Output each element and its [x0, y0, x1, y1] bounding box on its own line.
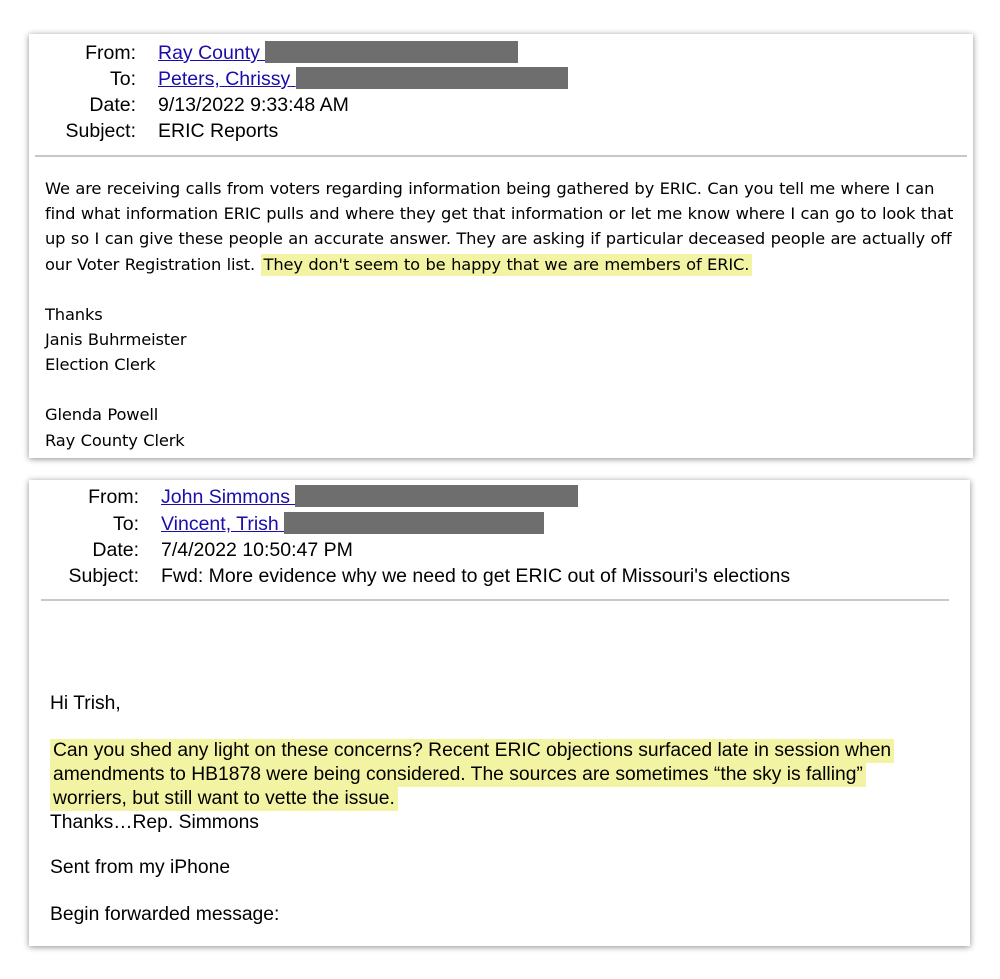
subject-label: Subject: — [65, 120, 136, 142]
date-value: 7/4/2022 10:50:47 PM — [161, 539, 353, 561]
greeting: Hi Trish, — [50, 693, 121, 714]
recipient-link[interactable]: Peters, Chrissy — [158, 68, 291, 90]
signature-title: Ray County Clerk — [45, 430, 185, 450]
redaction-bar — [284, 512, 544, 534]
subject-value: Fwd: More evidence why we need to get ERIC out of Missouri's elections — [161, 565, 791, 587]
header-divider — [35, 155, 967, 157]
from-value — [158, 41, 518, 65]
recipient-link[interactable]: Vincent, Trish — [161, 513, 279, 535]
from-label: From: — [88, 486, 139, 508]
header-divider — [41, 599, 949, 601]
email-body — [45, 176, 965, 453]
signature-name: Glenda Powell — [45, 405, 159, 425]
redaction-bar — [295, 485, 578, 507]
from-label: From: — [85, 42, 136, 64]
subject-label: Subject: — [68, 565, 139, 587]
highlighted-paragraph — [50, 739, 950, 835]
body-paragraph — [45, 176, 965, 277]
forwarded-message-line: Begin forwarded message: — [50, 904, 280, 925]
signoff: Thanks — [45, 304, 103, 324]
to-label: To: — [109, 68, 136, 90]
to-value — [158, 67, 568, 91]
redaction-bar — [265, 41, 518, 63]
email-body — [50, 692, 950, 716]
body-text: We are receiving calls from voters regarding information being gathered by ERIC. Can you tell me where I can find what information ERIC pulls and where they get that information or let me know where I can go to look that up so I can give these people an accurate answer. They are asking if particular deceased people are actually off our Voter Registration list. — [45, 179, 954, 274]
from-value — [161, 485, 578, 509]
to-value — [161, 512, 544, 536]
email-card-john-simmons — [29, 480, 970, 946]
date-value: 9/13/2022 9:33:48 AM — [158, 94, 349, 116]
signature-name: Janis Buhrmeister — [45, 330, 187, 350]
highlighted-line: amendments to HB1878 were being considered. The sources are sometimes “the sky is falling” — [50, 763, 866, 787]
date-label: Date: — [89, 94, 136, 116]
highlighted-line: worriers, but still want to vette the issue. — [50, 787, 398, 811]
sender-link[interactable]: Ray County — [158, 42, 260, 64]
subject-value: ERIC Reports — [158, 120, 279, 142]
sent-from-line: Sent from my iPhone — [50, 857, 231, 878]
signoff: Thanks…Rep. Simmons — [50, 812, 259, 833]
redaction-bar — [296, 67, 568, 89]
signature-title: Election Clerk — [45, 355, 156, 375]
sender-link[interactable]: John Simmons — [161, 486, 290, 508]
date-label: Date: — [92, 539, 139, 561]
highlighted-line: Can you shed any light on these concerns? Recent ERIC objections surfaced late in session when — [50, 739, 894, 763]
to-label: To: — [112, 513, 139, 535]
highlighted-text: They don't seem to be happy that we are members of ERIC. — [261, 254, 753, 276]
email-card-ray-county — [29, 34, 973, 458]
